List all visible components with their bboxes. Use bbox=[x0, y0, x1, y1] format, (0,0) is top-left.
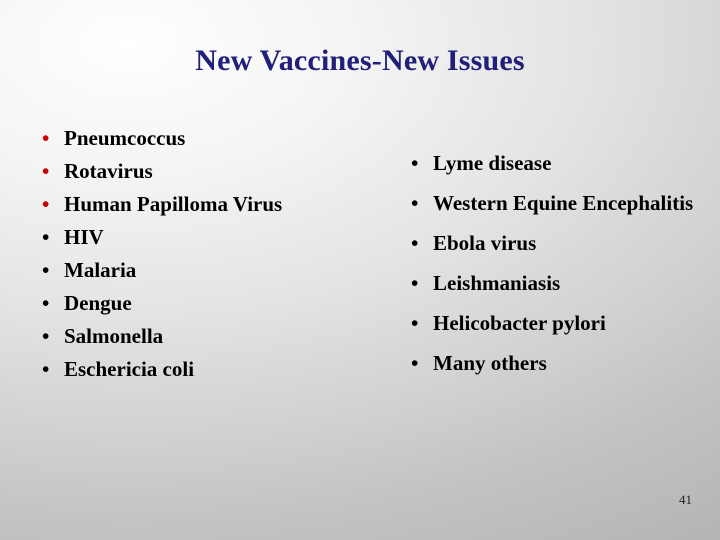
bullet-icon: • bbox=[411, 151, 419, 175]
bullet-icon: • bbox=[411, 191, 419, 215]
list-item-label: Lyme disease bbox=[433, 151, 552, 175]
list-item bbox=[405, 228, 705, 259]
left-bullet-list bbox=[36, 122, 396, 386]
list-item bbox=[405, 308, 705, 339]
list-item-label: Dengue bbox=[64, 291, 132, 315]
list-item bbox=[405, 268, 705, 299]
bullet-icon: • bbox=[42, 126, 50, 150]
slide-body bbox=[0, 122, 720, 452]
bullet-icon: • bbox=[42, 159, 50, 183]
bullet-icon: • bbox=[42, 258, 50, 282]
list-item bbox=[36, 155, 396, 188]
left-column bbox=[36, 122, 396, 386]
list-item-label: HIV bbox=[64, 225, 104, 249]
list-item-label: Leishmaniasis bbox=[433, 271, 561, 295]
list-item bbox=[36, 353, 396, 386]
list-item-label: Malaria bbox=[64, 258, 137, 282]
list-item bbox=[36, 221, 396, 254]
list-item bbox=[36, 287, 396, 320]
bullet-icon: • bbox=[42, 324, 50, 348]
right-bullet-list bbox=[405, 148, 705, 379]
list-item-label: Many others bbox=[433, 351, 547, 375]
list-item-label: Rotavirus bbox=[64, 159, 153, 183]
list-item-label: Pneumcoccus bbox=[64, 126, 186, 150]
bullet-icon: • bbox=[411, 311, 419, 335]
list-item bbox=[36, 320, 396, 353]
page-number: 41 bbox=[679, 492, 692, 507]
bullet-icon: • bbox=[42, 192, 50, 216]
list-item-label: Ebola virus bbox=[433, 231, 537, 255]
list-item bbox=[405, 148, 705, 179]
bullet-icon: • bbox=[411, 351, 419, 375]
list-item bbox=[36, 254, 396, 287]
right-column bbox=[405, 122, 705, 388]
bullet-icon: • bbox=[42, 357, 50, 381]
list-item bbox=[405, 188, 705, 219]
list-item bbox=[405, 348, 705, 379]
list-item-label: Western Equine Encephalitis bbox=[433, 191, 694, 215]
bullet-icon: • bbox=[42, 225, 50, 249]
list-item-label: Eschericia coli bbox=[64, 357, 195, 381]
list-item-label: Salmonella bbox=[64, 324, 164, 348]
slide-title: New Vaccines-New Issues bbox=[195, 44, 525, 77]
bullet-icon: • bbox=[411, 271, 419, 295]
list-item-label: Human Papilloma Virus bbox=[64, 192, 283, 216]
list-item-label: Helicobacter pylori bbox=[433, 311, 606, 335]
bullet-icon: • bbox=[42, 291, 50, 315]
list-item bbox=[36, 188, 396, 221]
list-item bbox=[36, 122, 396, 155]
bullet-icon: • bbox=[411, 231, 419, 255]
